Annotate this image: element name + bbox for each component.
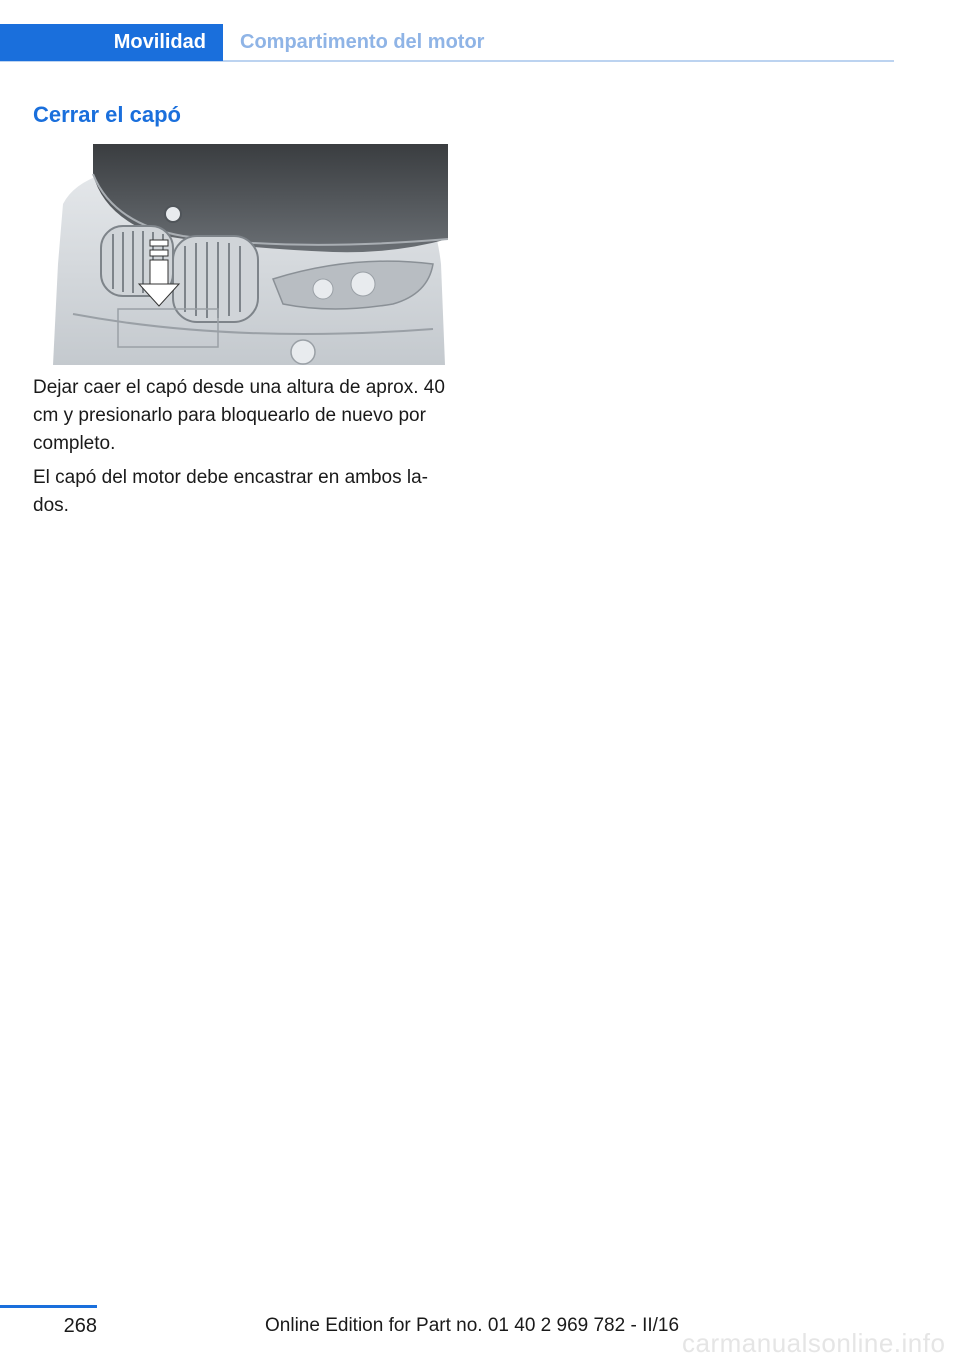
body-text: [33, 374, 453, 526]
page-number: 268: [63, 1315, 97, 1337]
header-bar: [0, 24, 894, 62]
watermark: carmanualsonline.info: [682, 1328, 946, 1358]
section-title: Cerrar el capó: [33, 102, 181, 127]
footer-accent-line: [0, 1305, 97, 1308]
paragraph-drop-hood: Dejar caer el capó desde una altura de aprox. 40 cm y presionarlo para bloquearlo de nuevo por completo.: [33, 377, 445, 454]
paragraph-engage-both-sides: El capó del motor debe encastrar en ambos la-dos.: [33, 467, 428, 516]
car-hood-closing-illustration: [33, 144, 448, 365]
tab-compartimento-del-motor[interactable]: [240, 24, 484, 61]
tab-compartimento-label: Compartimento del motor: [240, 31, 485, 53]
tab-movilidad-label: Movilidad: [113, 31, 206, 53]
edition-note: Online Edition for Part no. 01 40 2 969 782 - II/16: [265, 1315, 680, 1336]
tab-movilidad[interactable]: [0, 24, 223, 61]
